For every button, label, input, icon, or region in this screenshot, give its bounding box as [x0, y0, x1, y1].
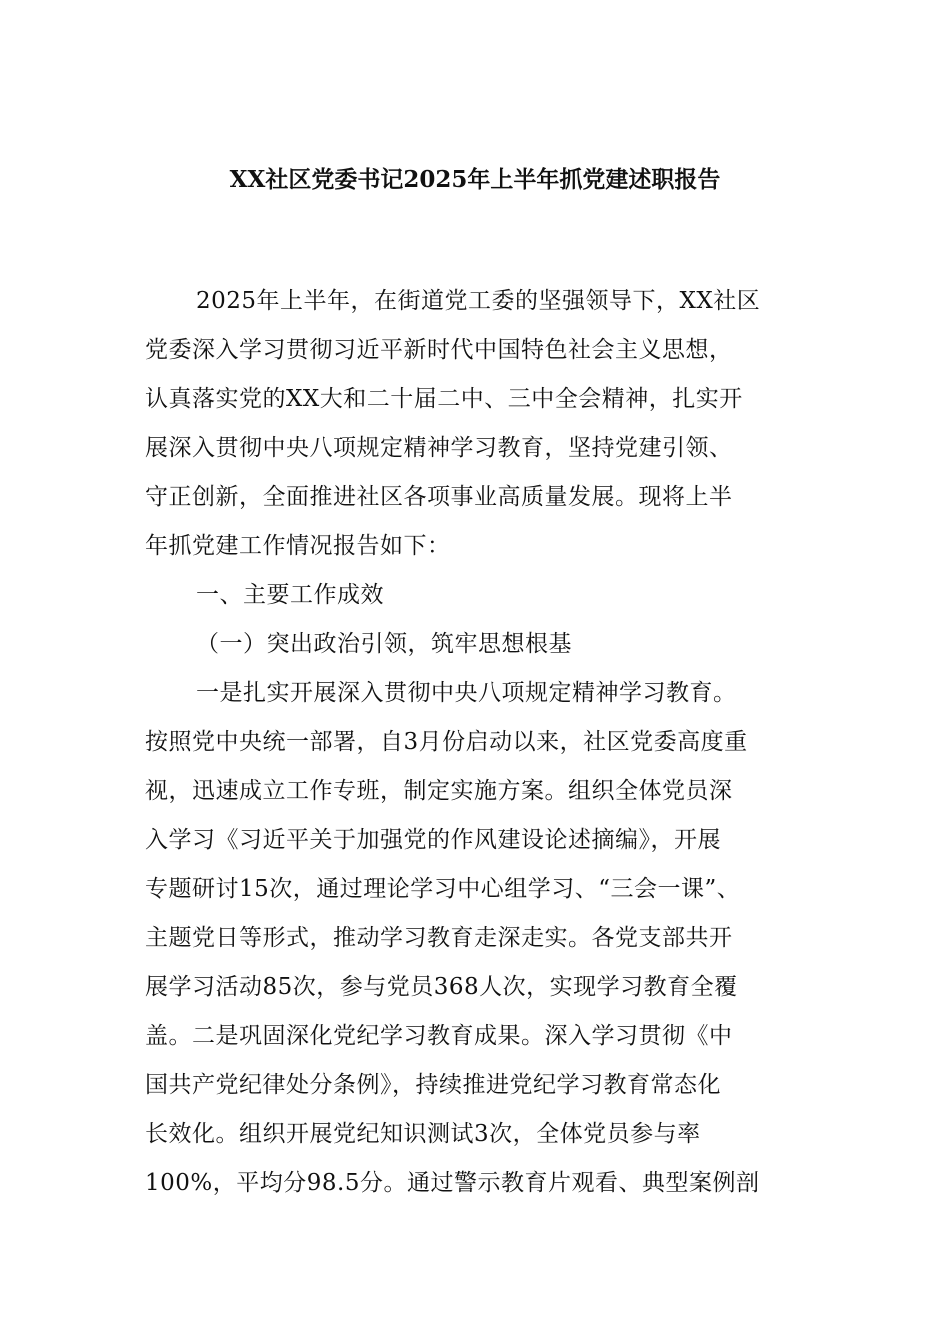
- paragraph-line: 视，迅速成立工作专班，制定实施方案。组织全体党员深: [145, 778, 733, 804]
- paragraph-line: 党委深入学习贯彻习近平新时代中国特色社会主义思想，: [145, 337, 733, 363]
- paragraph-line: 入学习《习近平关于加强党的作风建设论述摘编》，开展: [145, 827, 721, 853]
- paragraph-line: 主题党日等形式，推动学习教育走深走实。各党支部共开: [145, 925, 733, 951]
- paragraph-line: 盖。二是巩固深化党纪学习教育成果。深入学习贯彻《中: [145, 1023, 733, 1049]
- paragraph-line: 按照党中央统一部署，自3月份启动以来，社区党委高度重: [145, 729, 748, 755]
- paragraph-line: 展学习活动85次，参与党员368人次，实现学习教育全覆: [145, 974, 738, 1000]
- paragraph-line: 国共产党纪律处分条例》，持续推进党纪学习教育常态化: [145, 1072, 721, 1098]
- paragraph-line: 一、主要工作成效: [196, 582, 384, 608]
- paragraph-line: 长效化。组织开展党纪知识测试3次，全体党员参与率: [145, 1121, 701, 1147]
- document-title: XX社区党委书记2025年上半年抓党建述职报告: [229, 166, 721, 193]
- paragraph-line: （一）突出政治引领，筑牢思想根基: [196, 631, 572, 657]
- paragraph-line: 守正创新，全面推进社区各项事业高质量发展。现将上半: [145, 484, 733, 510]
- paragraph-line: 认真落实党的XX大和二十届二中、三中全会精神，扎实开: [145, 386, 743, 412]
- document-body: [145, 277, 850, 1208]
- paragraph-line: 2025年上半年，在街道党工委的坚强领导下，XX社区: [196, 288, 761, 314]
- paragraph-line: 年抓党建工作情况报告如下：: [145, 533, 451, 559]
- paragraph-line: 100%，平均分98.5分。通过警示教育片观看、典型案例剖: [145, 1170, 760, 1196]
- paragraph-line: 展深入贯彻中央八项规定精神学习教育，坚持党建引领、: [145, 435, 733, 461]
- paragraph-line: 专题研讨15次，通过理论学习中心组学习、“三会一课”、: [145, 876, 741, 902]
- paragraph-line: 一是扎实开展深入贯彻中央八项规定精神学习教育。: [196, 680, 737, 706]
